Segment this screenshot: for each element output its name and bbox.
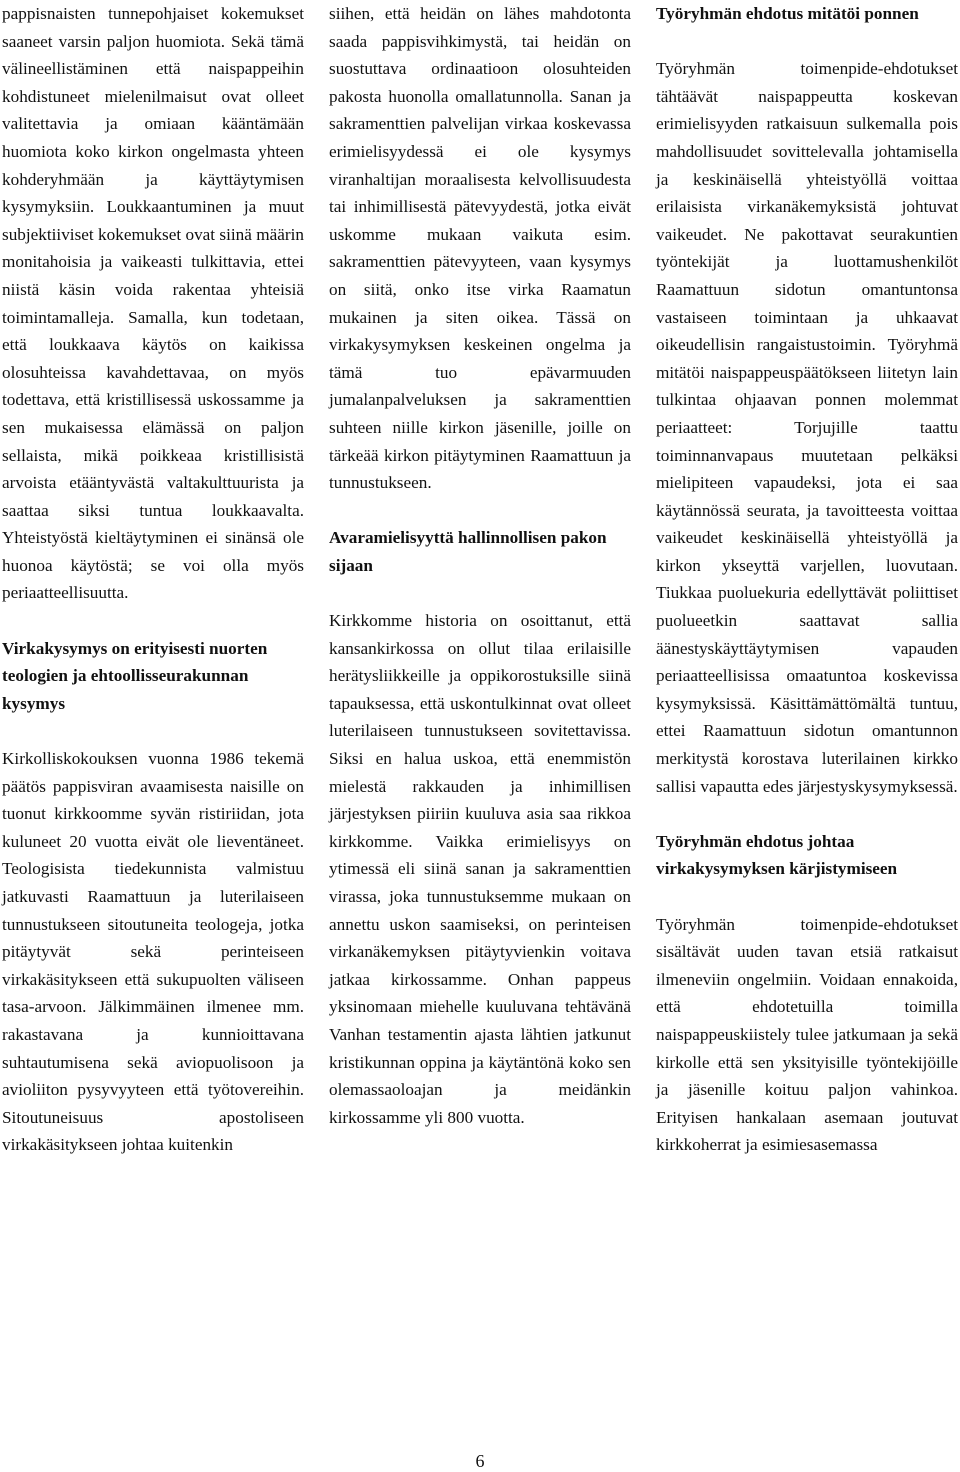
- paragraph-gap: [2, 607, 304, 635]
- text-column-3: [656, 0, 958, 1159]
- paragraph: Kirkolliskokouksen vuonna 1986 tekemä päätös pappisviran avaamisesta naisille on tuonut kirkkoomme syvän ristiriidan, jota kuluneet 20 vuotta eivät ole lieventäneet. Teologisista tiedekunnista valmistuu jatkuvasti Raamattuun ja luterilaiseen tunnustukseen sitoutuneita teologeja, jotka pitäytyvät sekä perinteiseen virkakäsitykseen että sukupuolten väliseen tasa-arvoon. Jälkimmäinen ilmenee mm. rakastavana ja kunnioittavana suhtautumisena sekä aviopuolisoon ja avioliiton pysyvyyteen että työtovereihin. Sitoutuneisuus apostoliseen virkakäsitykseen johtaa kuitenkin: [2, 749, 304, 1155]
- paragraph: siihen, että heidän on lähes mahdotonta saada pappisvihkimystä, tai heidän on suostuttava ordinaatioon olosuhteiden pakosta huonolla omallatunnolla. Sanan ja sakramenttien palvelijan virkaa koskevassa erimielisyydessä ei ole kysymys viranhaltijan moraalisesta kelvollisuudesta tai inhimillisestä pätevyydestä, jotka eivät uskomme mukaan vaikuta esim. sakramenttien pätevyyteen, vaan kysymys on siitä, onko itse virka Raamatun mukainen ja siten oikea. Tässä on virkakysymyksen keskeinen ongelma ja tämä tuo epävarmuuden jumalanpalveluksen ja sakramenttien suhteen niille kirkon jäsenille, joille on tärkeää kirkon pitäytyminen Raamattuun ja tunnustukseen.: [329, 4, 631, 493]
- paragraph-gap: [656, 28, 958, 56]
- paragraph: pappisnaisten tunnepohjaiset kokemukset saaneet varsin paljon huomiota. Sekä tämä välineellistäminen että naispappeihin kohdistuneet mielenilmaisut ovat olleet valitettavia ja omiaan kääntämään huomiota koko kirkon ongelmasta yhteen kohderyhmään ja käyttäytymisen kysymyksiin. Loukkaantuminen ja muut subjektiiviset kokemukset ovat siinä määrin monitahoisia ja vaikeasti tulkittavia, ettei niistä käsin voida rakentaa yhteisiä toimintamalleja. Samalla, kun todetaan, että loukkaava käytös on kaikissa olosuhteissa kavahdettavaa, on myös todettava, että kristillisessä uskossamme ja sen mukaisessa elämässä on paljon sellaista, mikä poikkeaa kristillisistä arvoista etääntyvästä valtakulttuurista ja saattaa siksi tuntua loukkaavalta. Yhteistyöstä kieltäytyminen ei sinänsä ole huonoa käytöstä; se voi olla myös periaatteellisuutta.: [2, 4, 304, 603]
- paragraph-gap: [656, 800, 958, 828]
- paragraph: Kirkkomme historia on osoittanut, että kansankirkossa on ollut tilaa erilaisille herätysliikkeille ja oppikorostuksille siinä tapauksessa, että uskontulkinnat ovat olleet luterilaiseen tunnustukseen sovitettavissa. Siksi en halua uskoa, että enemmistön mielestä rakkauden ja inhimillisen järjestyksen piiriin kuuluva asia saa rikkoa kirkkomme. Vaikka erimielisyys on ytimessä eli siinä sanan ja sakramenttien virassa, joka tunnustuksemme mukaan on annettu uskon saamiseksi, on perinteisen virkanäkemyksen pitäytyvienkin voitava jatkaa kirkossamme. Onhan pappeus yksinomaan miehelle kuuluvana tehtävänä Vanhan testamentin ajasta lähtien jatkunut kristikunnan oppina ja käytäntönä koko sen olemassaoloajan ja meidänkin kirkossamme yli 800 vuotta.: [329, 611, 631, 1127]
- paragraph-gap: [2, 717, 304, 745]
- paragraph-gap: [656, 883, 958, 911]
- paragraph-gap: [329, 579, 631, 607]
- section-heading: Virkakysymys on erityisesti nuorten teologien ja ehtoollisseurakunnan kysymys: [2, 638, 268, 713]
- paragraph: Työryhmän toimenpide-ehdotukset tähtäävät naispappeutta koskevan erimielisyyden ratkaisuun sulkemalla pois mahdollisuudet sovittelevalla johtamisella ja keskinäisellä yhteistyöllä voittaa erilaisista virkanäkemyksistä johtuvat vaikeudet. Ne pakottavat seurakuntien työntekijät ja luottamushenkilöt Raamattuun sidotun omantuntonsa vastaiseen toimintaan ja uhkaavat oikeudellisin rangaistustoimin. Työryhmä mitätöi naispappeuspäätökseen liitetyn lain tulkintaa ohjaavan ponnen molemmat periaatteet: Torjujille taattu toiminnanvapaus muutetaan pelkäksi mielipiteen vapaudeksi, jota ei saa käytännössä seurata, ja tavoitteesta voittaa vaikeudet keskinäisellä yhteistyöllä ja kirkon ykseyttä varjellen, luovutaan. Tiukkaa puoluekuria edellyttävät poliittiset puolueetkin saattavat sallia äänestyskäyttäytymisen vapauden periaatteellisissa omaatuntoa koskevissa kysymyksissä. Käsittämättömältä tuntuu, ettei Raamattuun sidotun omantunnon merkitystä korostava luterilainen kirkko sallisi vapautta edes järjestyskysymyksessä.: [656, 59, 958, 796]
- text-column-2: [329, 0, 631, 1131]
- text-column-1: [2, 0, 304, 1159]
- paragraph-gap: [329, 497, 631, 525]
- section-heading: Avaramielisyyttä hallinnollisen pakon sijaan: [329, 528, 607, 575]
- section-heading: Työryhmän ehdotus mitätöi ponnen: [656, 4, 919, 23]
- section-heading: Työryhmän ehdotus johtaa virkakysymyksen kärjistymiseen: [656, 831, 898, 879]
- paragraph: Työryhmän toimenpide-ehdotukset sisältävät uuden tavan etsiä ratkaisut ilmeneviin ongelmiin. Voidaan ennakoida, että ehdotetuilla toimilla naispappeuskiistely tulee jatkumaan ja sekä kirkolle että sen yksityisille työntekijöille ja jäsenille koituu paljon vahinkoa. Erityisen hankalaan asemaan joutuvat kirkkoherrat ja esimiesasemassa: [656, 914, 958, 1155]
- page-number: 6: [475, 1451, 485, 1471]
